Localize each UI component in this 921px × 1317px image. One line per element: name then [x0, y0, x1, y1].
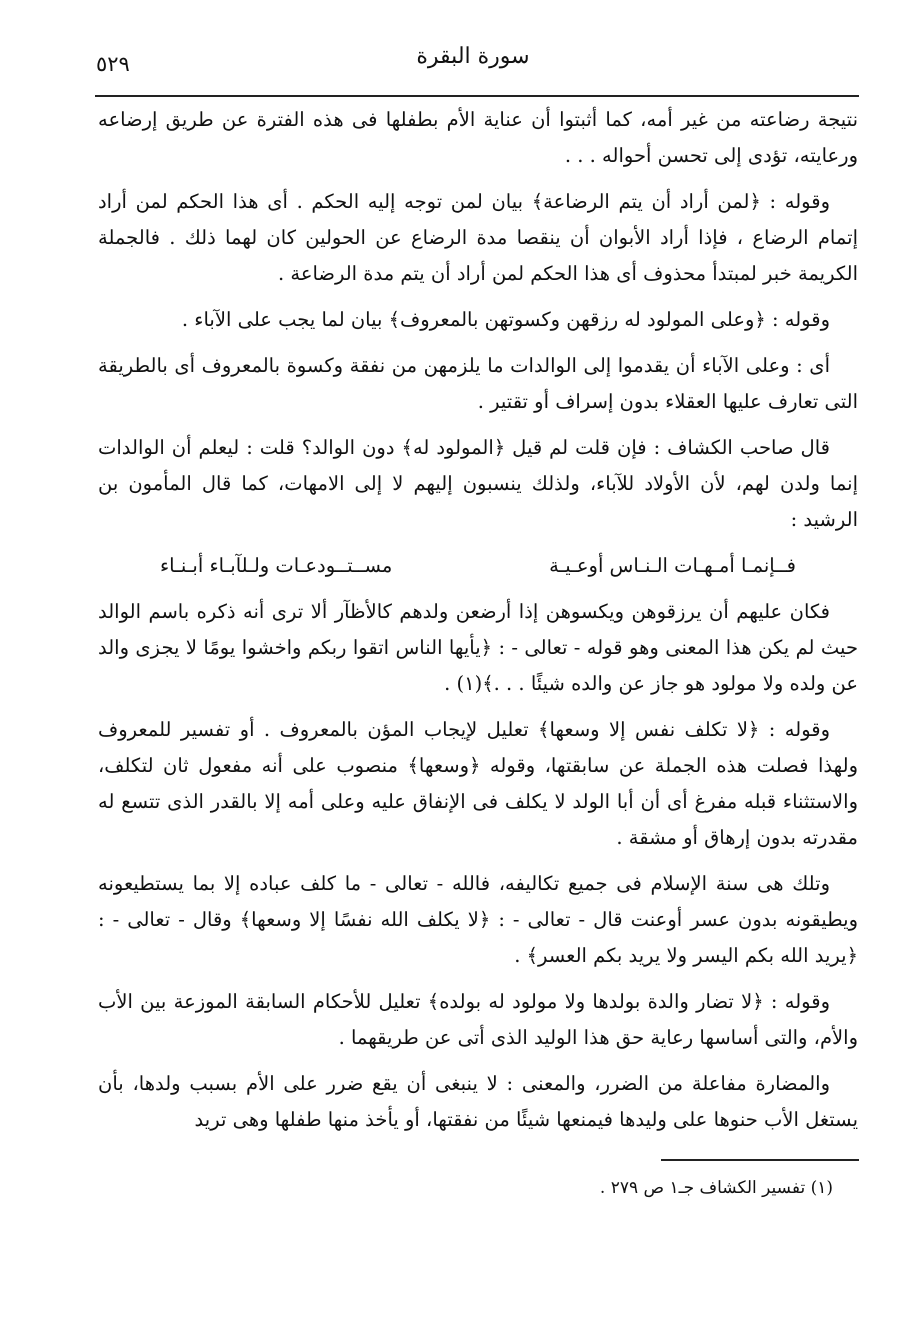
- paragraph-weekes-explanation: وقوله : ﴿لمن أراد أن يتم الرضاعة﴾ بيان لمن توجه إليه الحكم . أى هذا الحكم لمن أراد إتمام الرضاع ، فإذا أراد الأبوان أن ينقصا مدة الرضاع عن الحولين كان لهما ذلك . فالجملة الكريمة خبر لمبتدأ محذوف أى هذا الحكم لمن أراد أن يتم مدة الرضاعة .: [98, 190, 858, 285]
- paragraph-mudara-meaning: والمضارة مفاعلة من الضرر، والمعنى : لا ينبغى أن يقع ضرر على الأم بسبب ولدها، بأن يستغل الأب حنوها على وليدها فيمنعها شيئًا من نفقتها، أو يأخذ منها طفلها وهى تريد: [98, 1072, 858, 1131]
- paragraph-continuation: نتيجة رضاعته من غير أمه، كما أثبتوا أن عناية الأم بطفلها فى هذه الفترة عن طريق إرضاعه ورعايته، تؤدى إلى تحسن أحواله . . .: [98, 108, 858, 167]
- page-body: [98, 102, 858, 1148]
- footnote-divider: [661, 1159, 859, 1161]
- paragraph-kashshaf-quote: قال صاحب الكشاف : فإن قلت لم قيل ﴿المولود له﴾ دون الوالد؟ قلت : ليعلم أن الوالدات إنما ولدن لهم، لأن الأولاد للآباء، ولذلك ينسبون إليهم لا إلى الامهات، كما قال المأمون بن الرشيد :: [98, 436, 858, 531]
- paragraph-islamic-norm: وتلك هى سنة الإسلام فى جميع تكاليفه، فالله - تعالى - ما كلف عباده إلا بما يستطيعونه ويطيقونه بدون عسر أوعنت قال - تعالى - : ﴿لا يكلف الله نفسًا إلا وسعها﴾ وقال - تعالى - : ﴿يريد الله بكم اليسر ولا يريد بكم العسر﴾ .: [98, 872, 858, 967]
- paragraph-no-soul-burdened: وقوله : ﴿لا تكلف نفس إلا وسعها﴾ تعليل لإيجاب المؤن بالمعروف . أو تفسير للمعروف ولهذا فصلت هذه الجملة عن سابقتها، وقوله ﴿وسعها﴾ منصوب على أنه مفعول ثان لتكلف، والاستثناء قبله مفرغ أى أن أبا الولد لا يكلف فى الإنفاق عليه وعلى أمه إلا بالقدر الذى تتسع له مقدرته بدون إرهاق أو مشقة .: [98, 718, 858, 849]
- paragraph-after-verse: فكان عليهم أن يرزقوهن ويكسوهن إذا أرضعن ولدهم كالأظآر ألا ترى أنه ذكره باسم الوالد حيث لم يكن هذا المعنى وهو قوله - تعالى - : ﴿يأيها الناس اتقوا ربكم واخشوا يومًا لا يجزى والد عن ولده ولا مولود هو جاز عن والده شيئًا . . .﴾(١) .: [98, 600, 858, 695]
- paragraph-meaning: أى : وعلى الآباء أن يقدموا إلى الوالدات ما يلزمهن من نفقة وكسوة بالمعروف أى بالطريقة التى تعارف عليها العقلاء بدون إسراف أو تقتير .: [98, 354, 858, 413]
- paragraph-no-harm: وقوله : ﴿لا تضار والدة بولدها ولا مولود له بولده﴾ تعليل للأحكام السابقة الموزعة بين الأب والأم، والتى أساسها رعاية حق هذا الوليد الذى أتى عن طريقهما .: [98, 990, 858, 1049]
- verse-first-hemistich: فــإنمـا أمـهـات الـنـاس أوعـيـة: [549, 554, 796, 577]
- verse-second-hemistich: مســتــودعـات ولـلآبـاء أبـنـاء: [160, 554, 393, 577]
- header-divider: [95, 95, 859, 97]
- page-number: ٥٢٩: [96, 52, 130, 76]
- paragraph-father-duty: وقوله : ﴿وعلى المولود له رزقهن وكسوتهن بالمعروف﴾ بيان لما يجب على الآباء .: [181, 308, 830, 331]
- footnote: (١) تفسير الكشاف جـ١ ص ٢٧٩ .: [599, 1178, 833, 1198]
- poetry-verse: [98, 548, 858, 584]
- surah-title: سورة البقرة: [416, 44, 530, 69]
- page-header: [88, 44, 858, 94]
